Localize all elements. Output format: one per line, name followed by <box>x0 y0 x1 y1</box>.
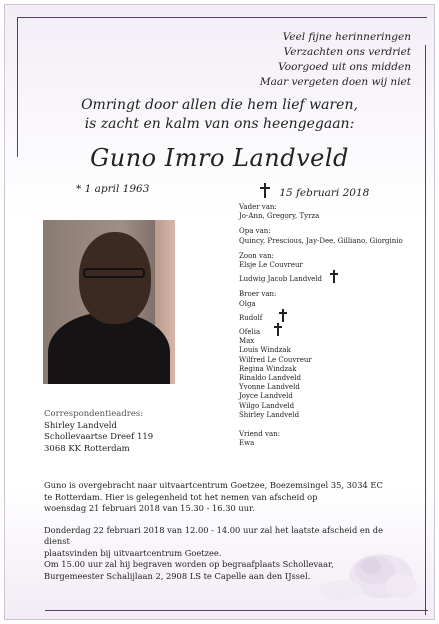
funeral-line: te Rotterdam. Hier is gelegenheid tot het nemen van afscheid op <box>44 491 318 502</box>
relative-row: Shirley Landveld <box>239 410 300 419</box>
relative-row: Yvonne Landveld <box>239 383 300 392</box>
relative-row: Wilfred Le Couvreur <box>239 355 312 364</box>
poem-line: Verzachten ons verdriet <box>283 46 411 58</box>
relative-row: Jo-Ann, Gregory, Tyrza <box>239 212 320 221</box>
relative-row: Elsje Le Couvreur <box>239 261 303 270</box>
relative-row: Joyce Landveld <box>239 392 293 401</box>
address-line: 3068 KK Rotterdam <box>44 443 130 454</box>
death-date: 15 februari 2018 <box>279 187 370 199</box>
cross-icon <box>260 183 270 198</box>
correspondence-label: Correspondentieadres: <box>44 409 144 419</box>
poem-line: Maar vergeten doen wij niet <box>259 76 411 88</box>
photo-figure-glasses <box>83 268 145 278</box>
funeral-line: woensdag 21 februari 2018 van 15.30 - 16.30 uur. <box>44 503 255 513</box>
poem-line: Veel fijne herinneringen <box>282 31 411 43</box>
intro-line: Omringt door allen die hem lief waren, <box>81 97 358 113</box>
relative-row: Louis Windzak <box>239 346 291 355</box>
deceased-name: Guno Imro Landveld <box>90 144 349 172</box>
intro-line: is zacht en kalm van ons heengegaan: <box>84 116 355 132</box>
funeral-paragraph-viewing <box>44 480 394 515</box>
relative-row: Quincy, Prescious, Jay-Dee, Gilliano, Giorginio <box>239 236 403 245</box>
death-date-block <box>260 183 369 199</box>
address-line: Schollevaartse Dreef 119 <box>44 432 154 442</box>
relative-name: Rudolf <box>239 313 263 322</box>
relative-row: Rinaldo Landveld <box>239 374 301 383</box>
rose-decoration <box>311 526 421 606</box>
correspondence-address <box>44 409 153 455</box>
funeral-line: Donderdag 22 februari 2018 van 12.00 - 14.00 uur zal het laatste afscheid en de dienst <box>44 524 384 546</box>
poem-line: Voorgoed uit ons midden <box>278 61 411 73</box>
funeral-line: Guno is overgebracht naar uitvaartcentrum Goetzee, Boezemsingel 35, 3034 EC <box>44 480 383 490</box>
cross-icon <box>330 270 338 283</box>
relative-row-deceased <box>239 309 403 323</box>
photo-figure-head <box>79 232 151 324</box>
frame-line-top <box>17 17 427 18</box>
group-title: Zoon van: <box>239 251 275 260</box>
relative-row: Ewa <box>239 439 255 448</box>
relative-row-deceased <box>239 323 403 337</box>
group-title: Vriend van: <box>239 430 280 439</box>
cross-icon <box>279 309 287 322</box>
funeral-line: plaatsvinden bij uitvaartcentrum Goetzee. <box>44 547 222 558</box>
relative-row: Wilgo Landveld <box>239 401 295 410</box>
poem <box>260 30 411 90</box>
cross-icon <box>274 323 282 336</box>
funeral-line: Burgemeester Schalijlaan 2, 2908 LS te Capelle aan den IJssel. <box>44 570 311 581</box>
relative-row-deceased <box>239 270 403 284</box>
relative-row: Max <box>239 337 255 346</box>
frame-line-left <box>17 17 18 157</box>
group-title: Vader van: <box>239 203 277 211</box>
intro-text <box>0 96 439 134</box>
relative-name: Ofelia <box>239 328 261 337</box>
group-title: Opa van: <box>239 227 271 236</box>
funeral-line: Om 15.00 uur zal hij begraven worden op begraafplaats Schollevaar, <box>44 559 334 569</box>
address-line: Shirley Landveld <box>44 420 117 431</box>
group-title: Broer van: <box>239 290 277 299</box>
relative-row: Regina Windzak <box>239 364 297 373</box>
frame-line-bottom <box>45 610 428 611</box>
relatives-list <box>239 203 403 448</box>
portrait-photo <box>43 220 175 384</box>
relative-name: Ludwig Jacob Landveld <box>239 275 323 284</box>
relative-row: Olga <box>239 299 256 308</box>
birth-date: * 1 april 1963 <box>76 183 150 195</box>
